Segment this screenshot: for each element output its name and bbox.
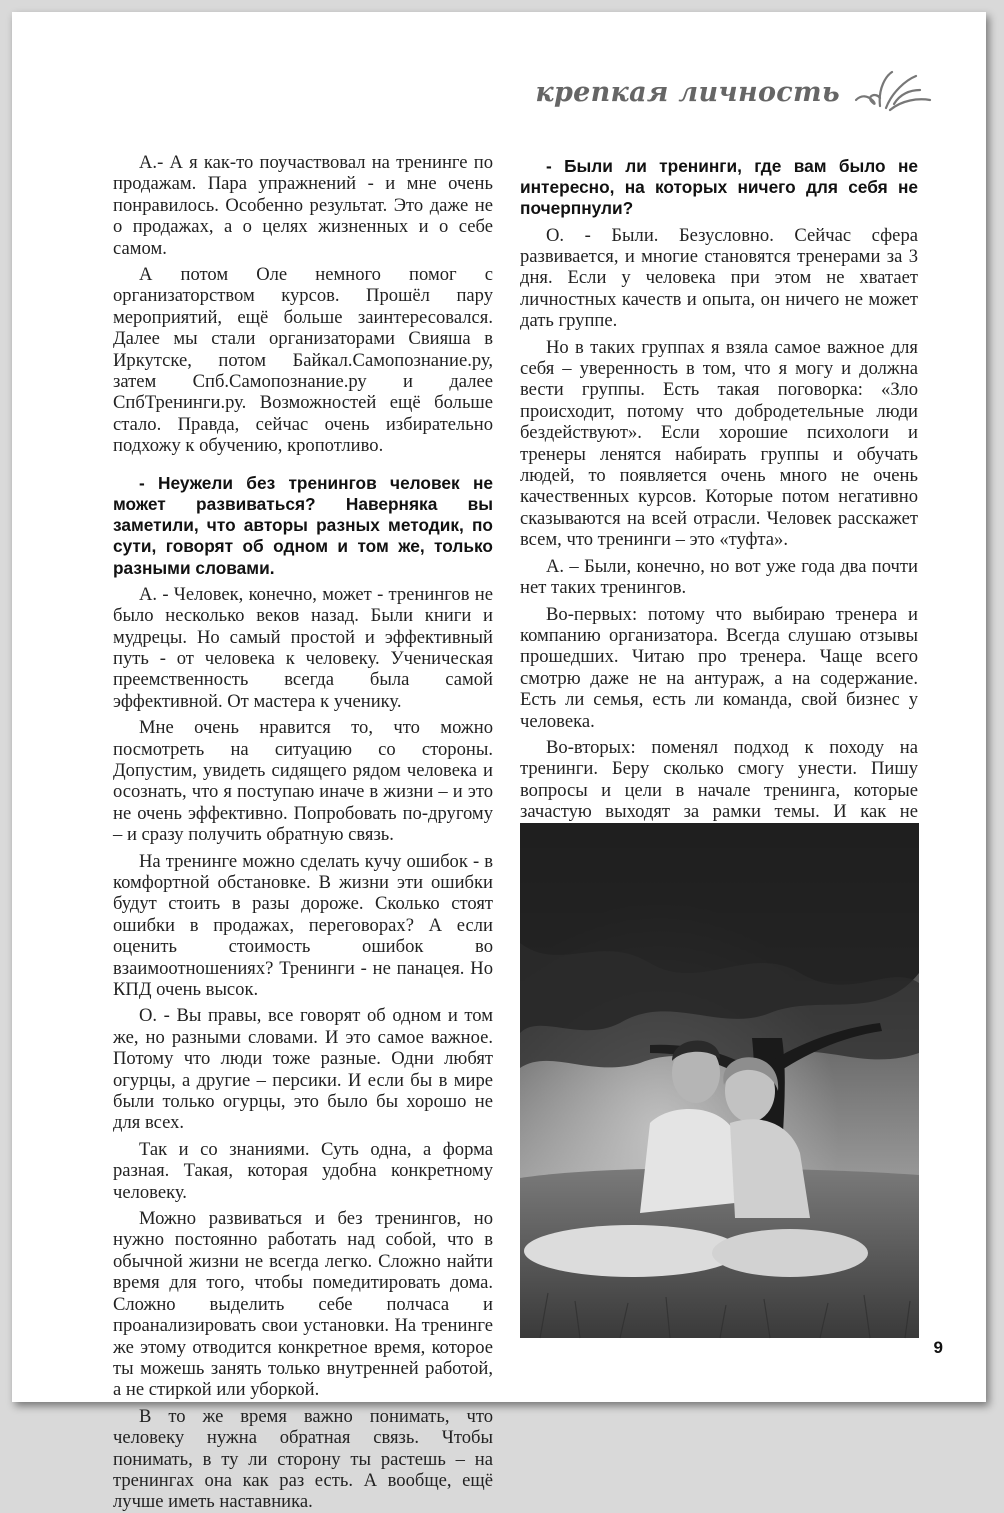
section-header	[535, 70, 934, 114]
paragraph: В то же время важно понимать, что человеку нужна обратная связь. Чтобы понимать, в ту ли сторону ты растешь – на тренингах она как раз есть. А вообще, ещё лучше иметь наставника.	[113, 1405, 493, 1513]
page-number: 9	[933, 1338, 943, 1357]
section-title: крепкая личность	[535, 76, 840, 108]
paragraph: Так и со знаниями. Суть одна, а форма разная. Такая, которая удобна конкретному человеку.	[113, 1138, 493, 1203]
couple-photo	[520, 823, 919, 1338]
paragraph: Во-первых: потому что выбираю тренера и компанию организатора. Всегда слушаю отзывы прошедших. Читаю про тренера. Чаще всего смотрю даже не на антураж, а на содержание. Есть ли семья, есть ли команда, свой бизнес у человека.	[520, 603, 918, 732]
paragraph: А потом Оле немного помог с организаторством курсов. Прошёл пару мероприятий, ещё больше заинтересовался. Далее мы стали организаторами Свияша в Иркутске, потом Байкал.Самопознание.ру, затем Спб.Самопознание.ру и далее СпбТренинги.ру. Возможностей ещё больше стало. Правда, сейчас очень избирательно подхожу к обучению, кропотливо.	[113, 264, 493, 457]
paragraph: О. - Вы правы, все говорят об одном и том же, но разными словами. И это самое важное. Потому что люди тоже разные. Одни любят огурцы, а другие – персики. И если бы в мире были только огурцы, это было бы хорошо не для всех.	[113, 1005, 493, 1134]
paragraph: На тренинге можно сделать кучу ошибок - в комфортной обстановке. В жизни эти ошибки будут стоить в разы дороже. Сколько стоят ошибки в продажах, переговорах? А если оценить стоимость ошибок во взаимоотношениях? Тренинги - не панацея. Но КПД очень высок.	[113, 850, 493, 1001]
paragraph: А. - Человек, конечно, может - тренингов не было несколько веков назад. Были книги и мудрецы. Но самый простой и эффективный путь - от человека к человеку. Ученическая преемственность всегда была самой эффективной. От мастера к ученику.	[113, 583, 493, 712]
paragraph: Можно развиваться и без тренингов, но нужно постоянно работать над собой, что в обычной жизни не всегда легко. Сложно найти время для того, чтобы помедитировать дома. Сложно выделить себе полчаса и проанализировать свои установки. На тренинге же этому отводится конкретное время, которое ты можешь занять только внутренней работой, а не стиркой или уборкой.	[113, 1208, 493, 1401]
paragraph: Но в таких группах я взяла самое важное для себя – уверенность в том, что я могу и должна вести группы. Есть такая поговорка: «Зло происходит, потому что добродетельные люди бездействуют». Если хорошие психологи и тренеры ленятся набирать группы и обучать людей, то появляется очень много не очень качественных курсов. Которые потом негативно сказываются на всей отрасли. Человек расскажет всем, что тренинги – это «туфта».	[520, 336, 918, 551]
paragraph: О. - Были. Безусловно. Сейчас сфера развивается, и многие становятся тренерами за 3 дня. Если у человека при этом не хватает личностных качеств и опыта, он ничего не может дать группе.	[520, 224, 918, 332]
paragraph: Мне очень нравится то, что можно посмотреть на ситуацию со стороны. Допустим, увидеть сидящего рядом человека и осознать, что я поступаю иначе в жизни – и это не очень эффективно. Попробовать по-другому – и сразу получить обратную связь.	[113, 717, 493, 846]
right-column	[520, 152, 918, 844]
left-column	[113, 152, 493, 1513]
paragraph: А. – Были, конечно, но вот уже года два почти нет таких тренингов.	[520, 555, 918, 599]
interview-question: - Неужели без тренингов человек не может развиваться? Наверняка вы заметили, что авторы разных методик, по сути, говорят об одном и том же, только разными словами.	[113, 472, 493, 578]
interview-question: - Были ли тренинги, где вам было не интересно, на которых ничего для себя не почерпнули?	[520, 156, 918, 219]
magazine-page	[12, 12, 986, 1513]
paragraph: Во-вторых: поменял подход к походу на тренинги. Беру сколько смогу унести. Пишу вопросы и цели в начале тренинга, которые зачастую выходят за рамки темы. И как не	[520, 736, 918, 823]
floral-swirl-icon	[850, 70, 934, 114]
paragraph: А.- А я как-то поучаствовал на тренинге по продажам. Пара упражнений - и мне очень понравилось. Особенно результат. Это даже не о продажах, а о целях жизненных и о себе самом.	[113, 152, 493, 259]
